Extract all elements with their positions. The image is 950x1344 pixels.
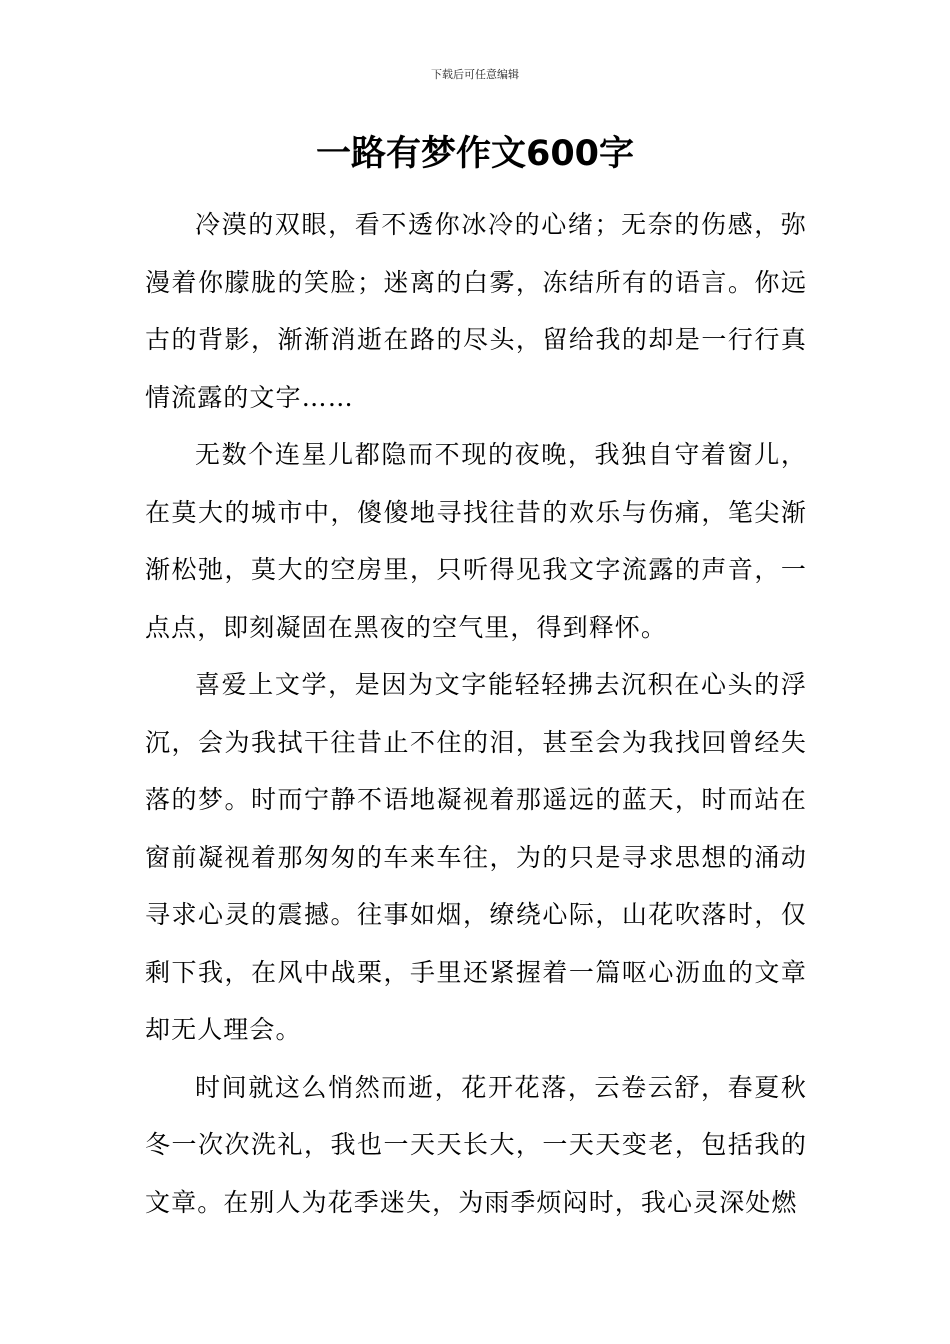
paragraph: 冷漠的双眼，看不透你冰冷的心绪；无奈的伤感，弥漫着你朦胧的笑脸；迷离的白雾，冻结所有的语言。你远古的背影，渐渐消逝在路的尽头，留给我的却是一行行真情流露的文字…… xyxy=(145,210,807,412)
paragraph: 时间就这么悄然而逝，花开花落，云卷云舒，春夏秋冬一次次洗礼，我也一天天长大，一天天变老，包括我的文章。在别人为花季迷失，为雨季烦闷时，我心灵深处燃 xyxy=(145,1072,807,1217)
paragraph: 喜爱上文学，是因为文字能轻轻拂去沉积在心头的浮沉，会为我拭干往昔止不住的泪，甚至会为我找回曾经失落的梦。时而宁静不语地凝视着那遥远的蓝天，时而站在窗前凝视着那匆匆的车来车往，为的只是寻求思想的涌动寻求心灵的震撼。往事如烟，缭绕心际，山花吹落时，仅剩下我，在风中战栗，手里还紧握着一篇呕心沥血的文章却无人理会。 xyxy=(145,670,807,1044)
header-note: 下载后可任意编辑 xyxy=(431,68,519,81)
document-title: 一路有梦作文600字 xyxy=(315,134,635,174)
paragraph: 无数个连星儿都隐而不现的夜晚，我独自守着窗儿，在莫大的城市中，傻傻地寻找往昔的欢乐与伤痛，笔尖渐渐松弛，莫大的空房里，只听得见我文字流露的声音，一点点，即刻凝固在黑夜的空气里，得到释怀。 xyxy=(145,440,807,642)
document-body xyxy=(145,196,807,1231)
